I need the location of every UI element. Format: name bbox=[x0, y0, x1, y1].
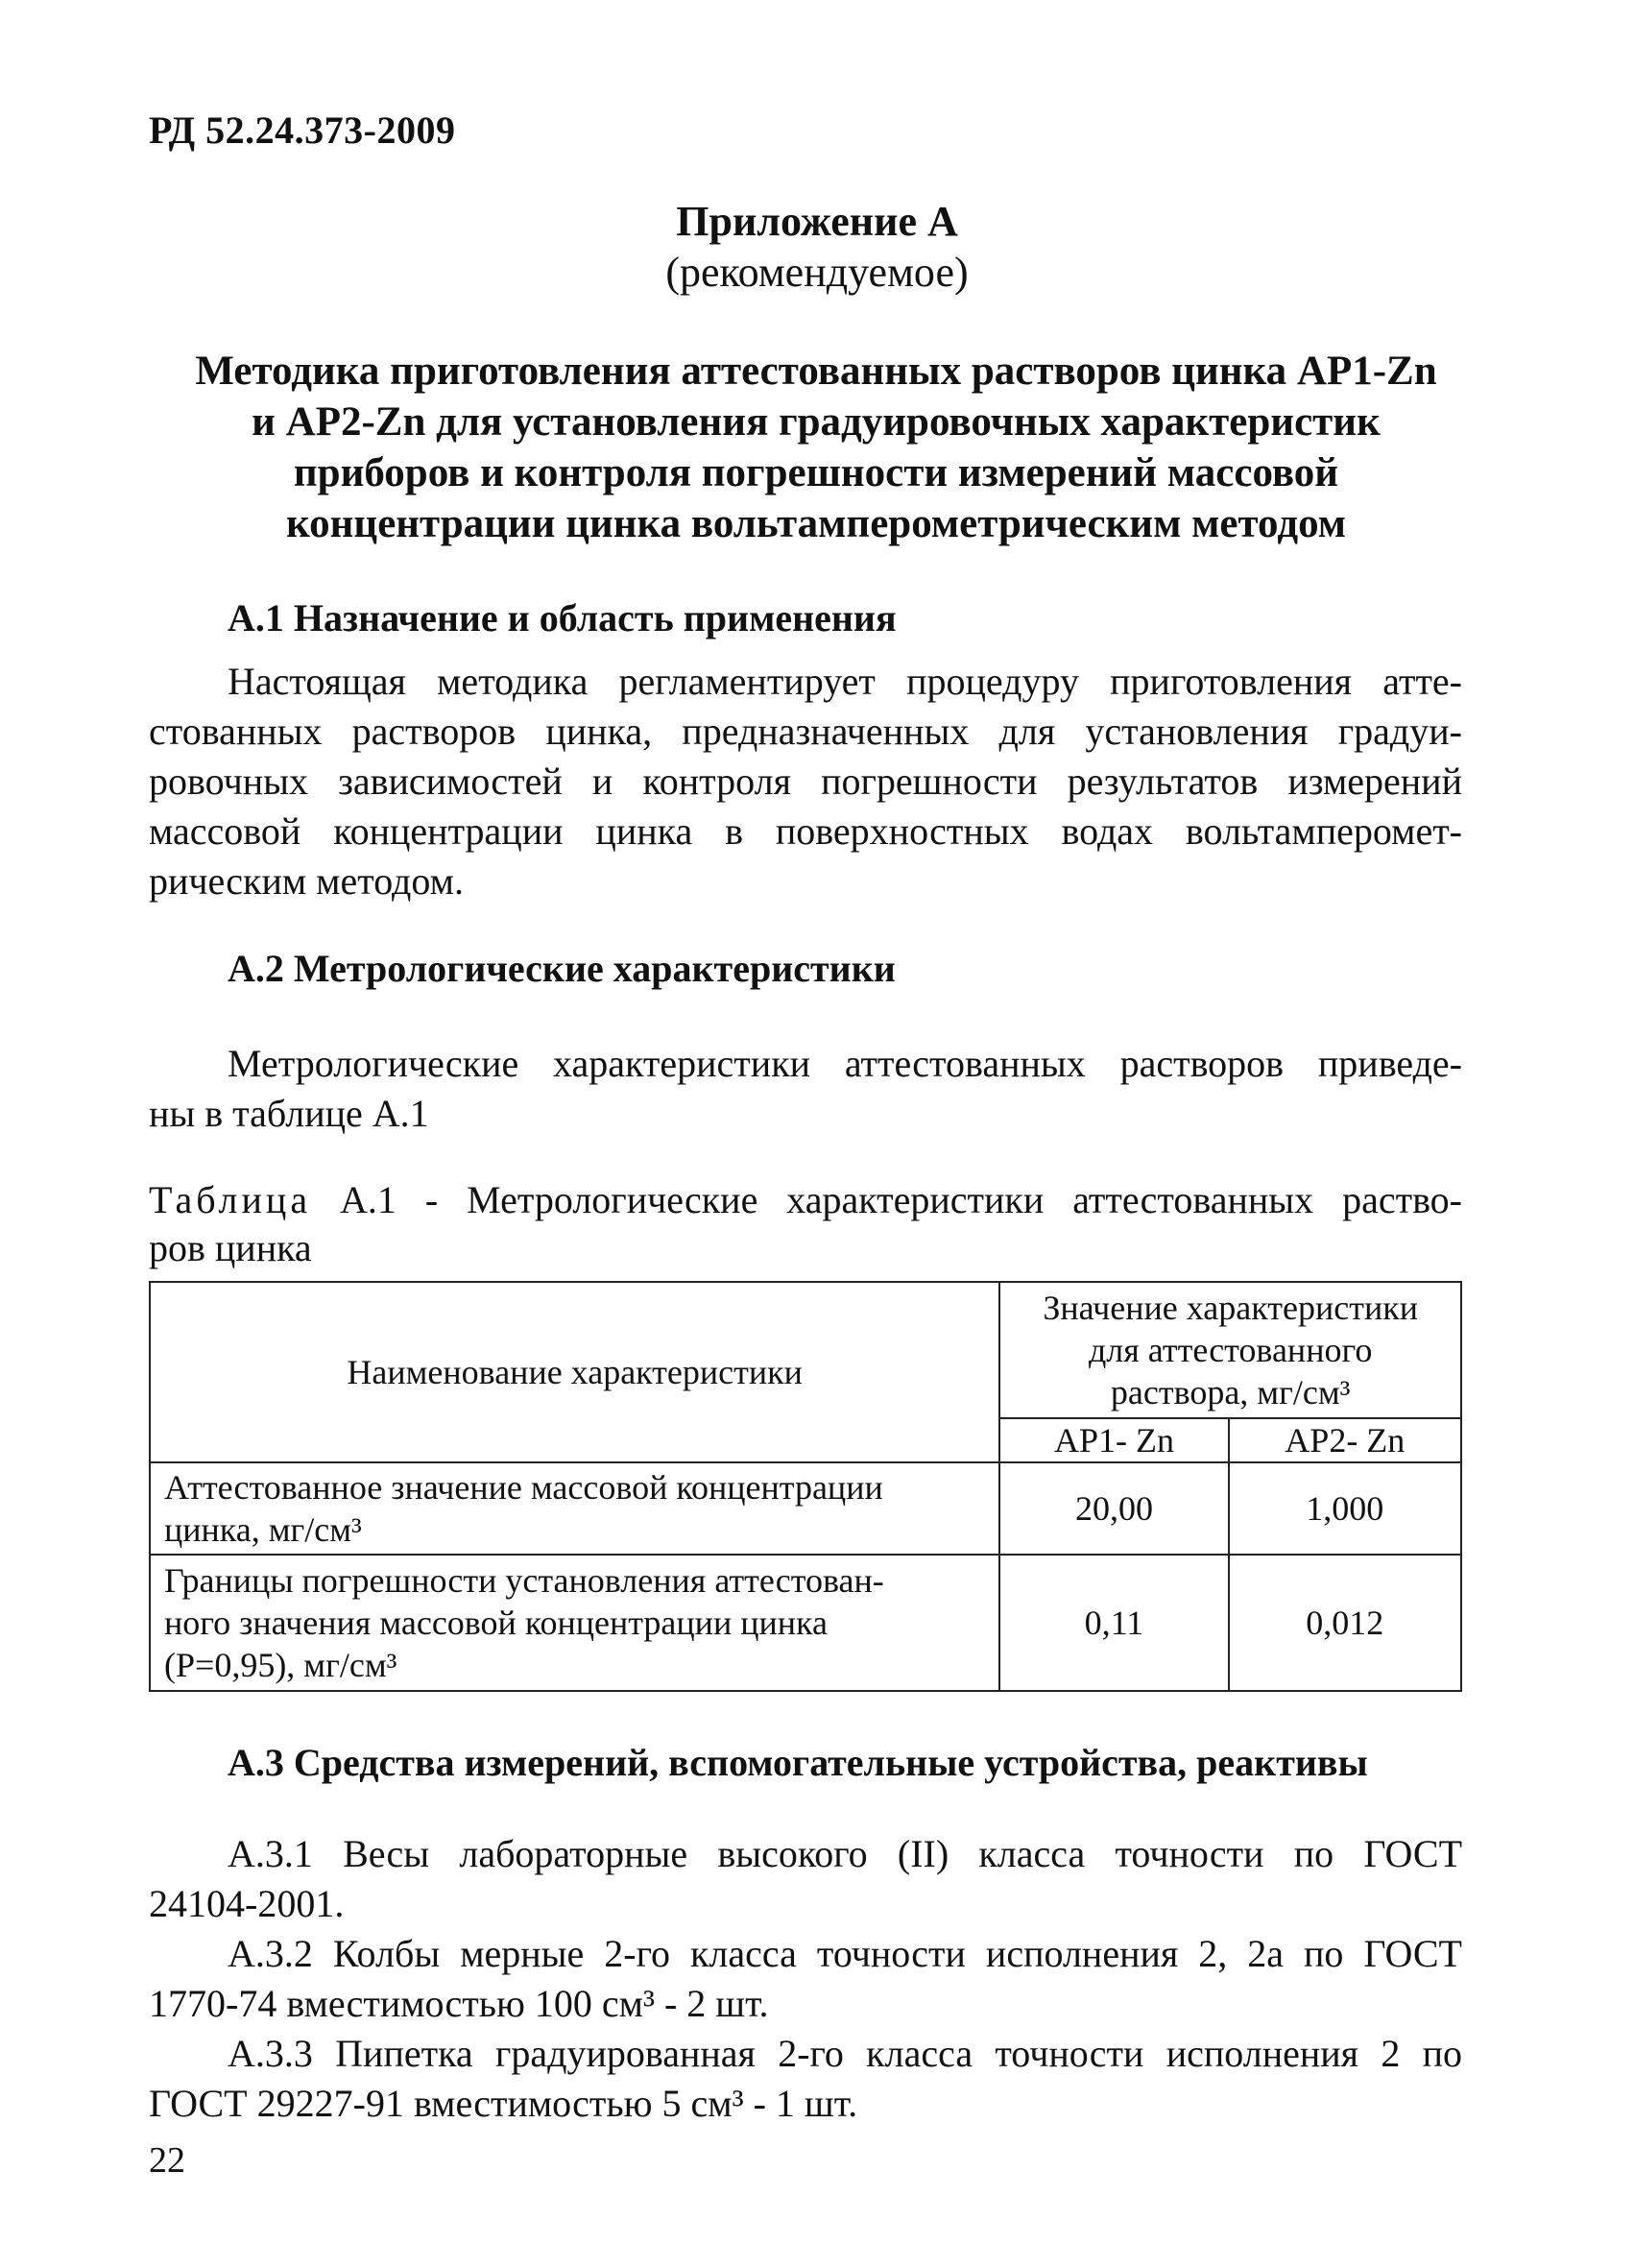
subheader-ap2: АР2- Zn bbox=[1229, 1418, 1461, 1462]
method-title-line: и АР2-Zn для установления градуировочных характеристик bbox=[252, 399, 1381, 445]
metrological-table bbox=[149, 1281, 1462, 1692]
subheader-ap1: АР1- Zn bbox=[999, 1418, 1228, 1462]
row-name-line: (Р=0,95), мг/см³ bbox=[164, 1646, 397, 1684]
list-item-line: А.3.3 Пипетка градуированная 2-го класса точности исполнения 2 по bbox=[228, 2032, 1462, 2075]
row-name-line: Аттестованное значение массовой концентрации bbox=[164, 1468, 883, 1507]
section-a3-items bbox=[149, 1829, 1462, 2129]
doc-code: РД 52.24.373-2009 bbox=[149, 109, 456, 152]
row-name-cell bbox=[150, 1462, 999, 1555]
section-a2-heading: А.2 Метрологические характеристики bbox=[228, 947, 896, 990]
list-item-line: 24104-2001. bbox=[149, 1882, 345, 1925]
table-header-row bbox=[150, 1282, 1461, 1418]
section-a3-heading: А.3 Средства измерений, вспомогательные устройства, реактивы bbox=[228, 1741, 1368, 1784]
caption-text: А.1 - Метрологические характеристики аттестованных раство- bbox=[311, 1178, 1462, 1221]
paragraph-line: Настоящая методика регламентирует процедуру приготовления атте- bbox=[228, 660, 1462, 703]
header-value-line: для аттестованного bbox=[1088, 1331, 1373, 1369]
section-a1-heading: А.1 Назначение и область применения bbox=[228, 596, 897, 639]
header-name-cell bbox=[150, 1282, 999, 1462]
list-item-line: ГОСТ 29227-91 вместимостью 5 см³ - 1 шт. bbox=[149, 2082, 858, 2125]
section-a1-paragraph bbox=[149, 657, 1462, 906]
method-title bbox=[144, 346, 1488, 549]
list-item-line: А.3.1 Весы лабораторные высокого (II) класса точности по ГОСТ bbox=[228, 1832, 1462, 1875]
paragraph-line: ровочных зависимостей и контроля погрешности результатов измерений bbox=[149, 760, 1462, 803]
table-caption bbox=[149, 1176, 1462, 1272]
method-title-line: концентрации цинка вольтамперометрическим методом bbox=[285, 501, 1347, 546]
caption-label: Таблица bbox=[149, 1178, 312, 1221]
paragraph-line: стованных растворов цинка, предназначенных для установления градуи- bbox=[149, 710, 1462, 753]
table-row bbox=[150, 1462, 1461, 1555]
paragraph-line: ны в таблице А.1 bbox=[149, 1092, 429, 1135]
header-value-line: Значение характеристики bbox=[1043, 1289, 1418, 1327]
paragraph-line: массовой концентрации цинка в поверхностных водах вольтамперомет- bbox=[149, 809, 1462, 853]
page-number: 22 bbox=[149, 2140, 185, 2181]
paragraph-line: рическим методом. bbox=[149, 859, 464, 903]
caption-line bbox=[149, 1176, 1462, 1224]
caption-line: ров цинка bbox=[149, 1226, 312, 1269]
row-name-line: ного значения массовой концентрации цинка bbox=[164, 1604, 828, 1642]
table-row bbox=[150, 1555, 1461, 1691]
header-name: Наименование характеристики bbox=[347, 1353, 803, 1391]
method-title-line: Методика приготовления аттестованных растворов цинка АР1-Zn bbox=[195, 349, 1437, 394]
section-a2-paragraph bbox=[149, 1039, 1462, 1139]
header-value-line: раствора, мг/см³ bbox=[1110, 1373, 1351, 1411]
list-item-line: А.3.2 Колбы мерные 2-го класса точности исполнения 2, 2а по ГОСТ bbox=[228, 1932, 1462, 1975]
row-name-line: цинка, мг/см³ bbox=[164, 1510, 362, 1549]
row-name-line: Границы погрешности установления аттестован- bbox=[164, 1561, 884, 1600]
header-value-cell bbox=[999, 1282, 1461, 1418]
paragraph-line: Метрологические характеристики аттестованных растворов приведе- bbox=[228, 1042, 1462, 1085]
value-ap1: 0,11 bbox=[999, 1555, 1228, 1691]
value-ap2: 0,012 bbox=[1229, 1555, 1461, 1691]
value-ap2: 1,000 bbox=[1229, 1462, 1461, 1555]
list-item-line: 1770-74 вместимостью 100 см³ - 2 шт. bbox=[149, 1982, 769, 2025]
method-title-line: приборов и контроля погрешности измерений массовой bbox=[293, 450, 1339, 495]
appendix-title: Приложение А bbox=[676, 198, 958, 245]
row-name-cell bbox=[150, 1555, 999, 1691]
appendix-subtitle: (рекомендуемое) bbox=[665, 249, 969, 296]
value-ap1: 20,00 bbox=[999, 1462, 1228, 1555]
